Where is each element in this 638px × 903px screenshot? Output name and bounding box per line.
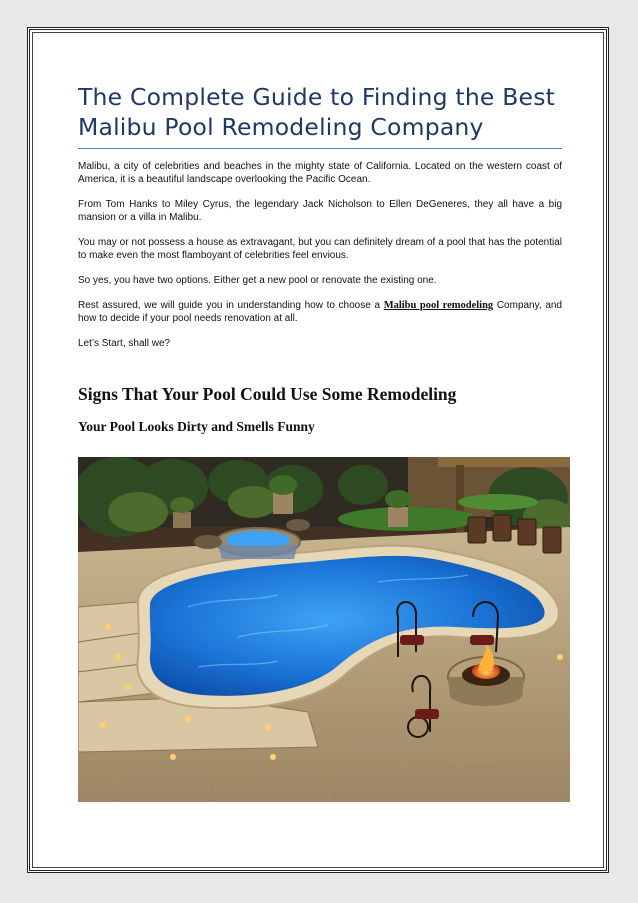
paragraph-options: So yes, you have two options. Either get a new pool or renovate the existing one. <box>78 275 437 286</box>
paragraph-intro: Malibu, a city of celebrities and beaches in the mighty state of California. Located on the western coast of America, it is a beautiful landscape overlooking the Pacific Ocean. <box>78 161 562 185</box>
document-page <box>27 27 609 873</box>
paragraph-celebrities: From Tom Hanks to Miley Cyrus, the legendary Jack Nicholson to Ellen DeGeneres, they all have a big mansion or a villa in Malibu. <box>78 199 562 223</box>
paragraph-dream-pool: You may or not possess a house as extravagant, but you can definitely dream of a pool that has the potential to make even the most flamboyant of celebrities feel envious. <box>78 237 562 261</box>
subsection-heading: Your Pool Looks Dirty and Smells Funny <box>78 419 315 434</box>
paragraph-lets-start: Let’s Start, shall we? <box>78 338 171 349</box>
paragraph-guide <box>78 299 562 325</box>
malibu-pool-remodeling-link[interactable]: Malibu pool remodeling <box>383 300 494 311</box>
section-heading: Signs That Your Pool Could Use Some Remodeling <box>78 384 457 404</box>
paragraph-guide-text-before: Rest assured, we will guide you in understanding how to choose a <box>78 300 384 311</box>
pool-photo-illustration <box>78 457 570 802</box>
document-title: The Complete Guide to Finding the Best Malibu Pool Remodeling Company <box>78 82 562 149</box>
paragraph-guide-text-after: Company, and how to decide if your pool needs renovation at all. <box>78 300 562 324</box>
document-content <box>78 82 562 435</box>
pool-photo <box>78 457 570 802</box>
